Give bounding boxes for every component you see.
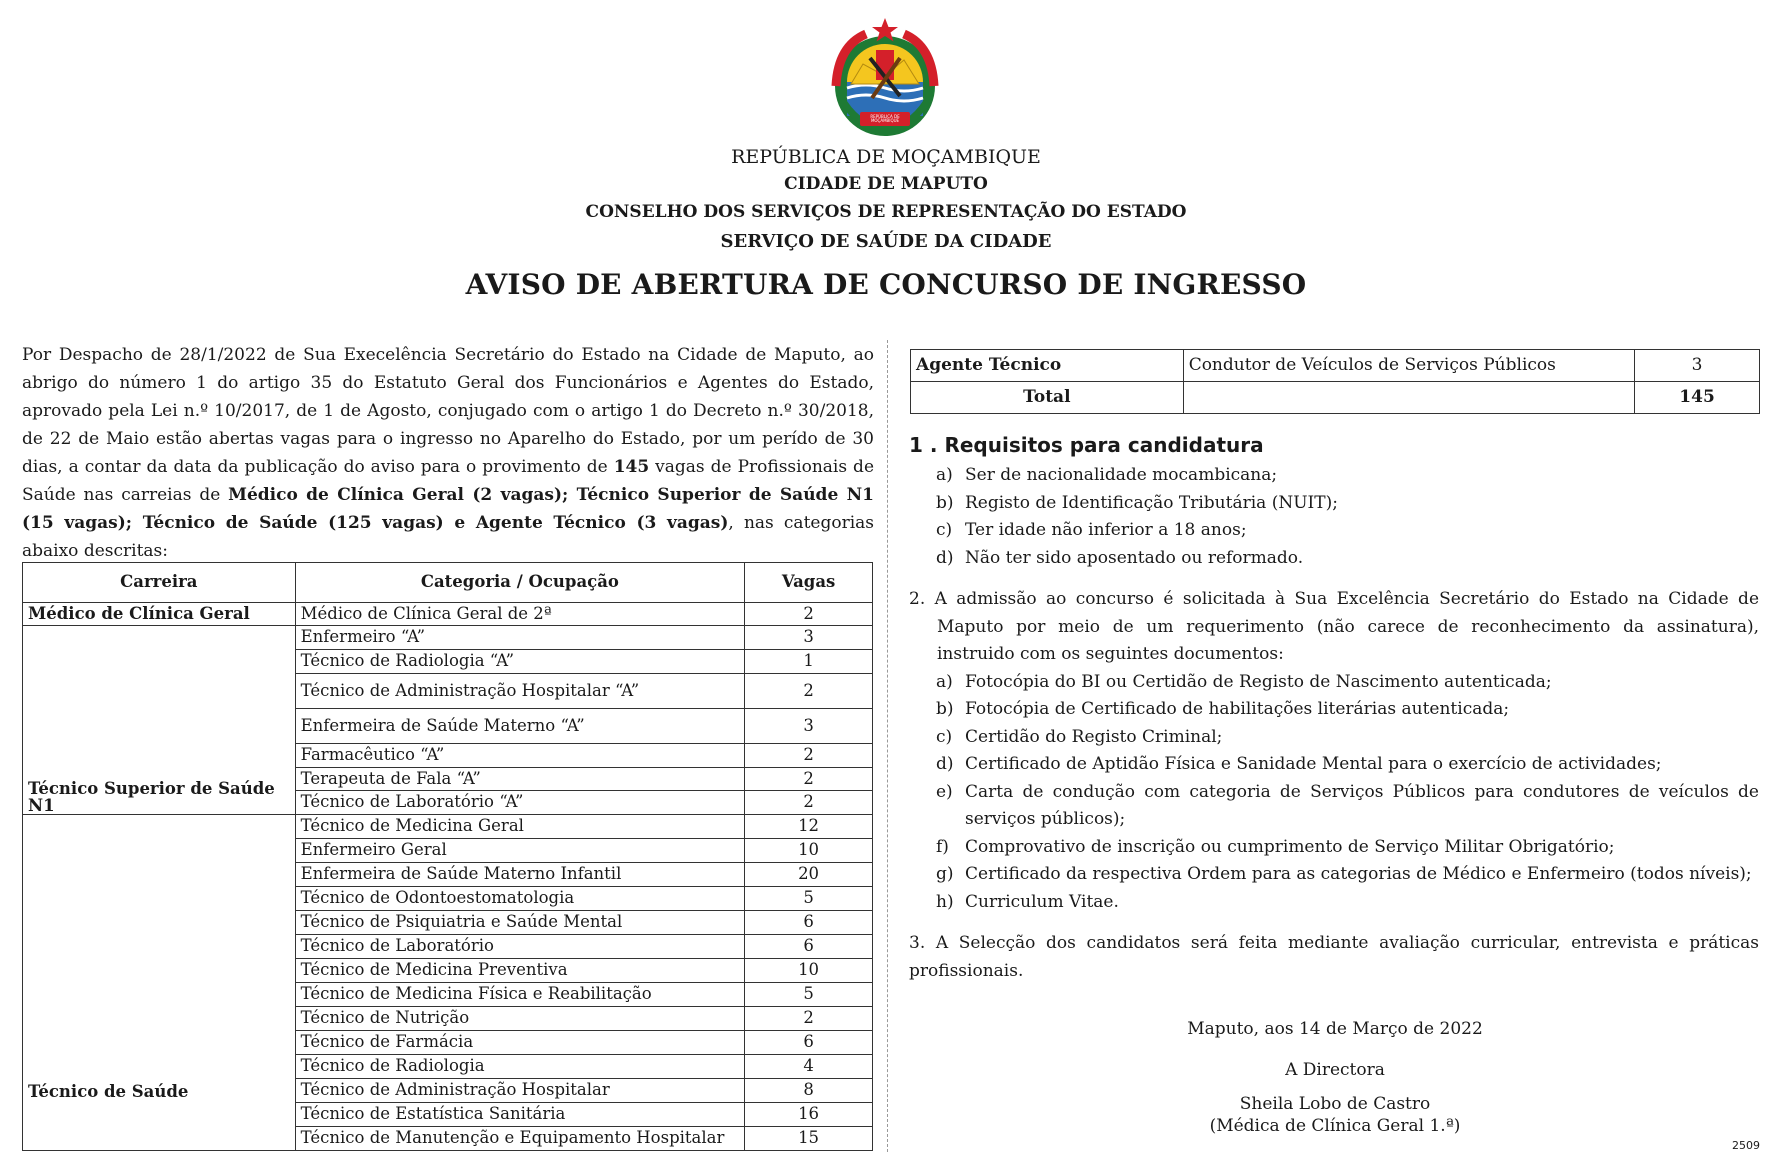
- table-row: Terapeuta de Fala “A”: [295, 768, 744, 791]
- column-divider: [887, 340, 888, 1152]
- table-row: Técnico de Medicina Física e Reabilitação: [295, 983, 744, 1007]
- list-item: f) Comprovativo de inscrição ou cumprimento de Serviço Militar Obrigatório;: [936, 836, 1615, 857]
- table-cell-vagas: 1: [745, 650, 873, 674]
- table-row: Condutor de Veículos de Serviços Públicos: [1183, 350, 1634, 382]
- section-3-text: 3. A Selecção dos candidatos será feita mediante avaliação curricular, entrevista e práticas profissionais.: [909, 933, 1759, 981]
- col-header-carreira: Carreira: [23, 563, 296, 603]
- table-cell-vagas: 2: [745, 674, 873, 709]
- documents-list: [909, 669, 1759, 917]
- table-row: Enfermeiro “A”: [295, 626, 744, 650]
- table-cell-vagas: 2: [745, 791, 873, 815]
- requirements-title: 1 . Requisitos para candidatura: [909, 433, 1264, 457]
- table-cell-vagas: 5: [745, 983, 873, 1007]
- requirements-section: [909, 428, 1759, 985]
- table-row: Técnico de Manutenção e Equipamento Hospitalar: [295, 1127, 744, 1151]
- intro-text-1: Por Despacho de 28/1/2022 de Sua Execelência Secretário do Estado na Cidade de Maputo, ao abrigo do número 1 do artigo 35 do Estatuto Geral dos Funcionários e Agentes do Estado, aprovado pela Lei n.º 10/2017, de 1 de Agosto, conjugado com o artigo 1 do Decreto n.º 30/2018, de 22 de Maio estão abertas vagas para o ingresso no Aparelho do Estado, por um perído de 30 dias, a contar da data da publicação do aviso para o provimento de: [22, 345, 874, 477]
- table-cell-vagas: 20: [745, 863, 873, 887]
- career-saude: Técnico de Saúde: [23, 815, 296, 1151]
- table-row: Técnico de Psiquiatria e Saúde Mental: [295, 911, 744, 935]
- signatory-role: A Directora: [1285, 1060, 1385, 1080]
- col-header-vagas: Vagas: [745, 563, 873, 603]
- table-row: Médico de Clínica Geral de 2ª: [295, 603, 744, 626]
- intro-careers: Médico de Clínica Geral (2 vagas); Técnico Superior de Saúde N1 (15 vagas); Técnico de Saúde (125 vagas) e Agente Técnico (3 vagas): [22, 485, 875, 533]
- table-row: Técnico de Laboratório: [295, 935, 744, 959]
- col-header-categoria: Categoria / Ocupação: [295, 563, 744, 603]
- list-item: g) Certificado da respectiva Ordem para as categorias de Médico e Enfermeiro (todos níveis);: [936, 864, 1752, 884]
- signatory-qualification: (Médica de Clínica Geral 1.ª): [1209, 1116, 1461, 1136]
- table-row: Técnico de Laboratório “A”: [295, 791, 744, 815]
- table-cell-vagas: 6: [745, 911, 873, 935]
- table-row: Técnico de Medicina Geral: [295, 815, 744, 839]
- table-cell-vagas: 12: [745, 815, 873, 839]
- national-emblem: [826, 16, 944, 142]
- list-item: d) Não ter sido aposentado ou reformado.: [936, 547, 1304, 568]
- table-row: Enfermeira de Saúde Materno Infantil: [295, 863, 744, 887]
- table-cell-vagas: 2: [745, 768, 873, 791]
- intro-text-2: vagas de Profissionais de Saúde nas carreias de: [22, 457, 875, 505]
- intro-paragraph: [22, 341, 874, 565]
- table-cell-vagas: 10: [745, 959, 873, 983]
- table-cell-vagas: 16: [745, 1103, 873, 1127]
- intro-total: 145: [613, 457, 650, 477]
- table-cell-vagas: 4: [745, 1055, 873, 1079]
- emblem-banner-text: REPÚBLICA DE MOÇAMBIQUE: [870, 114, 900, 123]
- intro-text-3: , nas categorias abaixo descritas:: [22, 513, 874, 561]
- career-agente: Agente Técnico: [911, 350, 1184, 382]
- table-cell-vagas: 5: [745, 887, 873, 911]
- table-cell-vagas: 3: [745, 709, 873, 744]
- total-label: Total: [911, 382, 1184, 414]
- table-row: Técnico de Administração Hospitalar: [295, 1079, 744, 1103]
- table-row: Enfermeira de Saúde Materno “A”: [295, 709, 744, 744]
- table-row: Enfermeiro Geral: [295, 839, 744, 863]
- header-republic: REPÚBLICA DE MOÇAMBIQUE: [731, 146, 1041, 168]
- table-row: Técnico de Farmácia: [295, 1031, 744, 1055]
- table-row: Técnico de Odontoestomatologia: [295, 887, 744, 911]
- list-item: h) Curriculum Vitae.: [936, 891, 1119, 912]
- table-row: Técnico de Radiologia: [295, 1055, 744, 1079]
- table-cell-vagas: 3: [1635, 350, 1760, 382]
- table-row: Farmacêutico “A”: [295, 744, 744, 768]
- list-item: a) Fotocópia do BI ou Certidão de Registo de Nascimento autenticada;: [936, 671, 1552, 692]
- list-item: e) Carta de condução com categoria de Serviços Públicos para condutores de veículos de serviços públicos);: [936, 781, 1759, 829]
- header-service: SERVIÇO DE SAÚDE DA CIDADE: [720, 231, 1052, 252]
- table-row: Técnico de Administração Hospitalar “A”: [295, 674, 744, 709]
- signatory-name: Sheila Lobo de Castro: [1239, 1094, 1431, 1114]
- list-item: a) Ser de nacionalidade mocambicana;: [936, 465, 1278, 485]
- table-row: Técnico de Nutrição: [295, 1007, 744, 1031]
- table-cell-vagas: 2: [745, 1007, 873, 1031]
- table-cell-vagas: 6: [745, 935, 873, 959]
- place-date: Maputo, aos 14 de Março de 2022: [1187, 1019, 1483, 1039]
- list-item: b) Fotocópia de Certificado de habilitações literárias autenticada;: [936, 699, 1510, 719]
- career-medico: Médico de Clínica Geral: [23, 603, 296, 626]
- header-city: CIDADE DE MAPUTO: [784, 174, 988, 194]
- total-value: 145: [1635, 382, 1760, 414]
- table-row: Técnico de Estatística Sanitária: [295, 1103, 744, 1127]
- table-row: Técnico de Radiologia “A”: [295, 650, 744, 674]
- list-item: b) Registo de Identificação Tributária (NUIT);: [936, 492, 1338, 513]
- list-item: d) Certificado de Aptidão Física e Sanidade Mental para o exercício de actividades;: [936, 754, 1662, 774]
- table-row: Técnico de Medicina Preventiva: [295, 959, 744, 983]
- career-superior: Técnico Superior de Saúde N1: [23, 626, 296, 815]
- vacancies-table: [22, 562, 873, 1151]
- list-item: c) Certidão do Registo Criminal;: [936, 726, 1223, 747]
- page-number: 2509: [1732, 1139, 1760, 1152]
- table-cell-vagas: 10: [745, 839, 873, 863]
- table-cell-vagas: 3: [745, 626, 873, 650]
- table-cell-vagas: 2: [745, 744, 873, 768]
- table-cell-vagas: 6: [745, 1031, 873, 1055]
- section-2-text: 2. A admissão ao concurso é solicitada à Sua Excelência Secretário do Estado na Cidade de Maputo por meio de um requerimento (não carece de reconhecimento da assinatura), instruido com os seguintes documentos:: [909, 589, 1759, 664]
- continuation-table: [910, 349, 1760, 414]
- total-empty-cell: [1183, 382, 1634, 414]
- table-cell-vagas: 8: [745, 1079, 873, 1103]
- requirements-list: [909, 462, 1759, 572]
- page-title: AVISO DE ABERTURA DE CONCURSO DE INGRESSO: [465, 268, 1307, 301]
- table-cell-vagas: 2: [745, 603, 873, 626]
- table-cell-vagas: 15: [745, 1127, 873, 1151]
- header-council: CONSELHO DOS SERVIÇOS DE REPRESENTAÇÃO DO ESTADO: [585, 202, 1187, 222]
- list-item: c) Ter idade não inferior a 18 anos;: [936, 520, 1247, 540]
